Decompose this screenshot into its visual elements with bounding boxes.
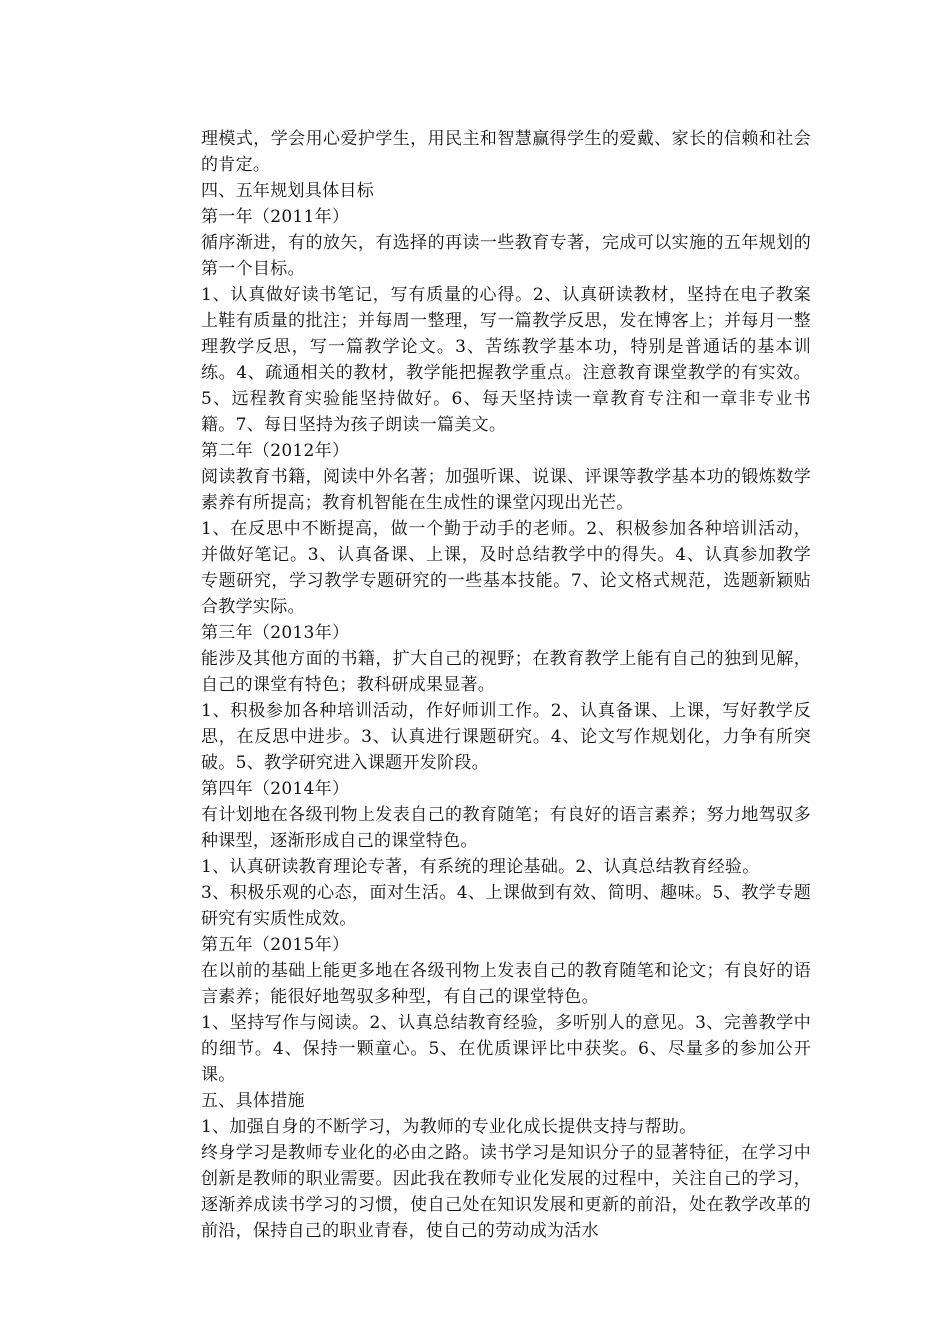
paragraph: 理模式，学会用心爱护学生，用民主和智慧赢得学生的爱戴、家长的信赖和社会的肯定。: [201, 129, 811, 175]
year-heading: 第四年（2014年）: [201, 779, 350, 799]
section-heading: 五、具体措施: [201, 1091, 305, 1111]
document-body: [201, 126, 811, 1244]
section-heading: 四、五年规划具体目标: [201, 181, 374, 201]
paragraph: 3、积极乐观的心态，面对生活。4、上课做到有效、简明、趣味。5、教学专题研究有实质性成效。: [201, 883, 811, 929]
year-heading: 第二年（2012年）: [201, 441, 350, 461]
year-heading: 第一年（2011年）: [201, 207, 350, 227]
year-heading: 第五年（2015年）: [201, 935, 350, 955]
paragraph: 1、坚持写作与阅读。2、认真总结教育经验，多听别人的意见。3、完善教学中的细节。4、保持一颗童心。5、在优质课评比中获奖。6、尽量多的参加公开课。: [201, 1013, 811, 1085]
paragraph: 阅读教育书籍，阅读中外名著；加强听课、说课、评课等教学基本功的锻炼数学素养有所提高；教育机智能在生成性的课堂闪现出光芒。: [201, 467, 811, 513]
paragraph: 能涉及其他方面的书籍，扩大自己的视野；在教育教学上能有自己的独到见解，自己的课堂有特色；教科研成果显著。: [201, 649, 811, 695]
paragraph: 1、加强自身的不断学习，为教师的专业化成长提供支持与帮助。: [201, 1117, 697, 1137]
paragraph: 1、积极参加各种培训活动，作好师训工作。2、认真备课、上课，写好教学反思，在反思中进步。3、认真进行课题研究。4、论文写作规划化，力争有所突破。5、教学研究进入课题开发阶段。: [201, 701, 811, 773]
paragraph: 循序渐进，有的放矢，有选择的再读一些教育专著，完成可以实施的五年规划的第一个目标。: [201, 233, 811, 279]
paragraph: 1、认真研读教育理论专著，有系统的理论基础。2、认真总结教育经验。: [201, 857, 760, 877]
paragraph: 终身学习是教师专业化的必由之路。读书学习是知识分子的显著特征，在学习中创新是教师的职业需要。因此我在教师专业化发展的过程中，关注自己的学习，逐渐养成读书学习的习惯，使自己处在知识发展和更新的前沿，处在教学改革的前沿，保持自己的职业青春，使自己的劳动成为活水: [201, 1143, 811, 1241]
year-heading: 第三年（2013年）: [201, 623, 350, 643]
paragraph: 在以前的基础上能更多地在各级刊物上发表自己的教育随笔和论文；有良好的语言素养；能很好地驾驭多种型，有自己的课堂特色。: [201, 961, 811, 1007]
paragraph: 有计划地在各级刊物上发表自己的教育随笔；有良好的语言素养；努力地驾驭多种课型，逐渐形成自己的课堂特色。: [201, 805, 811, 851]
paragraph: 1、在反思中不断提高，做一个勤于动手的老师。2、积极参加各种培训活动，并做好笔记。3、认真备课、上课，及时总结教学中的得失。4、认真参加教学专题研究，学习教学专题研究的一些基本技能。7、论文格式规范，选题新颖贴合教学实际。: [201, 519, 811, 617]
paragraph: 1、认真做好读书笔记，写有质量的心得。2、认真研读教材，坚持在电子教案上鞋有质量的批注；并每周一整理，写一篇教学反思，发在博客上；并每月一整理教学反思，写一篇教学论文。3、苦练教学基本功，特别是普通话的基本训练。4、疏通相关的教材，教学能把握教学重点。注意教育课堂教学的有实效。5、远程教育实验能坚持做好。6、每天坚持读一章教育专注和一章非专业书籍。7、每日坚持为孩子朗读一篇美文。: [201, 285, 811, 435]
